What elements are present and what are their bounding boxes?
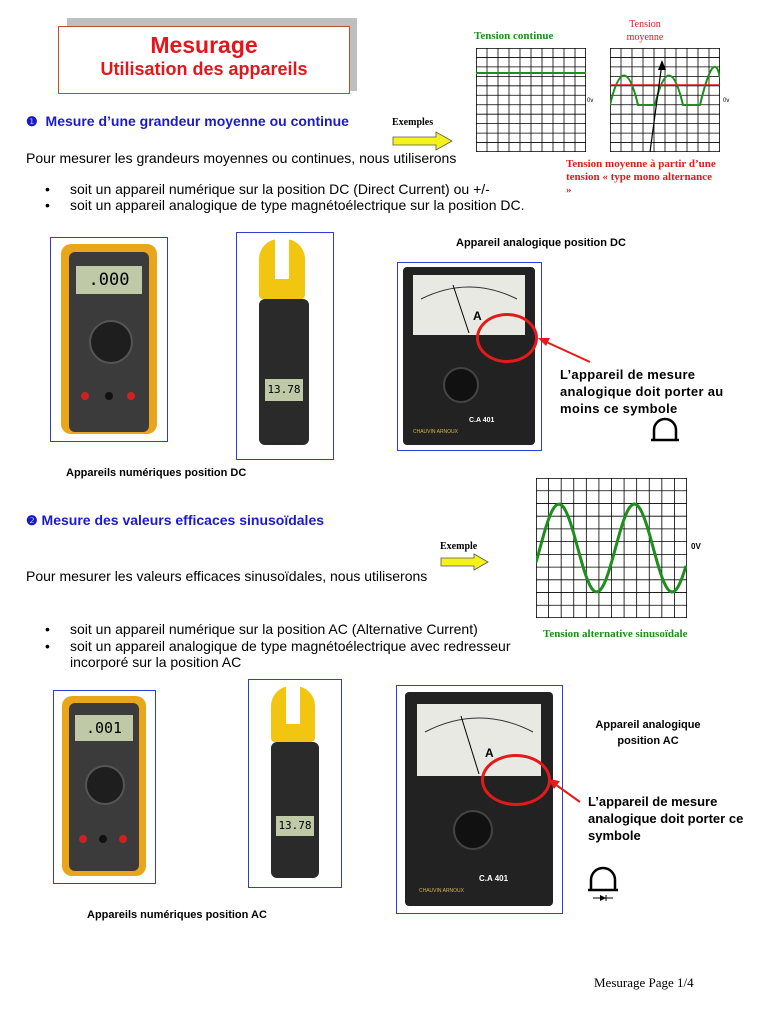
analog-ac-selector-icon — [453, 810, 493, 850]
clamp-meter-ac-photo — [248, 679, 342, 888]
meter-display: .000 — [76, 266, 142, 294]
section2-bullet-2: • soit un appareil analogique de type magnétoélectrique avec redresseur incorporé sur la position AC — [45, 638, 525, 670]
section1-bullet-list — [45, 181, 605, 213]
graph2-label: Tension moyenne — [626, 19, 664, 43]
meter-ac-dial-icon — [85, 765, 125, 805]
section2-bullet-list — [45, 621, 525, 670]
section1-bullet-1: • soit un appareil numérique sur la position DC (Direct Current) ou +/- — [45, 181, 605, 197]
page-subtitle: Utilisation des appareils — [100, 59, 308, 79]
section2-heading — [26, 512, 324, 529]
meter-ac-display: .001 — [75, 715, 133, 741]
clamp-display: 13.78 — [265, 379, 303, 401]
analog-dc-note: L’appareil de mesure analogique doit porter au moins ce symbole — [560, 367, 724, 416]
examples-label: Exemples — [392, 117, 434, 128]
title-box — [58, 26, 350, 94]
section1-number-icon: ❶ — [26, 114, 38, 129]
section2-intro: Pour mesurer les valeurs efficaces sinusoïdales, nous utiliserons — [26, 568, 428, 584]
digital-multimeter-dc-photo — [50, 237, 168, 442]
graph2-zero-label: 0v — [723, 98, 730, 104]
example-arrow-icon — [440, 553, 490, 571]
analog-model: C.A 401 — [469, 417, 495, 424]
digital-ac-caption: Appareils numériques position AC — [87, 909, 267, 921]
section1-bullet-2: • soit un appareil analogique de type magnétoélectrique sur la position DC. — [45, 197, 605, 213]
analog-ac-model: C.A 401 — [479, 874, 509, 883]
average-voltage-graph — [610, 48, 720, 152]
graph1-zero-label: 0v — [587, 98, 594, 104]
dc-voltage-graph — [476, 48, 586, 152]
page-title: Mesurage — [150, 32, 258, 58]
analog-ac-caption: Appareil analogique position AC — [595, 719, 701, 747]
analog-dc-caption: Appareil analogique position DC — [456, 237, 626, 249]
sine-zero-label: 0V — [691, 542, 701, 551]
clamp-ac-display: 13.78 — [276, 816, 314, 836]
symbol-highlight-circle — [476, 313, 538, 363]
analog-scale-letter: A — [473, 309, 482, 323]
example-label: Exemple — [440, 541, 478, 552]
meter-dial-icon — [89, 320, 133, 364]
rectifier-symbol-icon — [585, 864, 621, 904]
section1-heading — [26, 113, 396, 130]
section1-intro: Pour mesurer les grandeurs moyennes ou continues, nous utiliserons — [26, 150, 457, 166]
magnetoelectric-symbol-icon — [650, 416, 680, 444]
sine-voltage-graph — [536, 478, 687, 618]
analog-meter-dc-photo — [397, 262, 542, 451]
page-footer: Mesurage Page 1/4 — [594, 975, 694, 990]
section2-bullet-1: • soit un appareil numérique sur la position AC (Alternative Current) — [45, 621, 525, 637]
section2-heading-text: Mesure des valeurs efficaces sinusoïdales — [41, 512, 325, 528]
graph1-label: Tension continue — [474, 30, 554, 42]
examples-arrow-icon — [392, 131, 454, 151]
analog-selector-icon — [443, 367, 479, 403]
ac-symbol-highlight-circle — [481, 754, 551, 806]
analog-ac-note: L’appareil de mesure analogique doit porter ce symbole — [588, 794, 744, 843]
analog-meter-ac-photo — [396, 685, 563, 914]
clamp-meter-dc-photo — [236, 232, 334, 460]
annotation-arrow-icon — [536, 334, 592, 368]
ac-annotation-arrow-icon — [546, 776, 582, 806]
analog-brand: CHAUVIN ARNOUX — [413, 429, 459, 435]
analog-ac-scale-letter: A — [485, 746, 494, 760]
section1-heading-text: Mesure d’une grandeur moyenne ou continue — [45, 113, 349, 129]
section2-number-icon: ❷ — [26, 513, 38, 528]
graph-note: Tension moyenne à partir d’une tension « type mono alternance » — [566, 158, 716, 196]
digital-multimeter-ac-photo — [53, 690, 156, 884]
digital-dc-caption: Appareils numériques position DC — [66, 467, 247, 479]
sine-graph-label: Tension alternative sinusoïdale — [543, 628, 688, 640]
analog-ac-brand: CHAUVIN ARNOUX — [419, 888, 465, 894]
